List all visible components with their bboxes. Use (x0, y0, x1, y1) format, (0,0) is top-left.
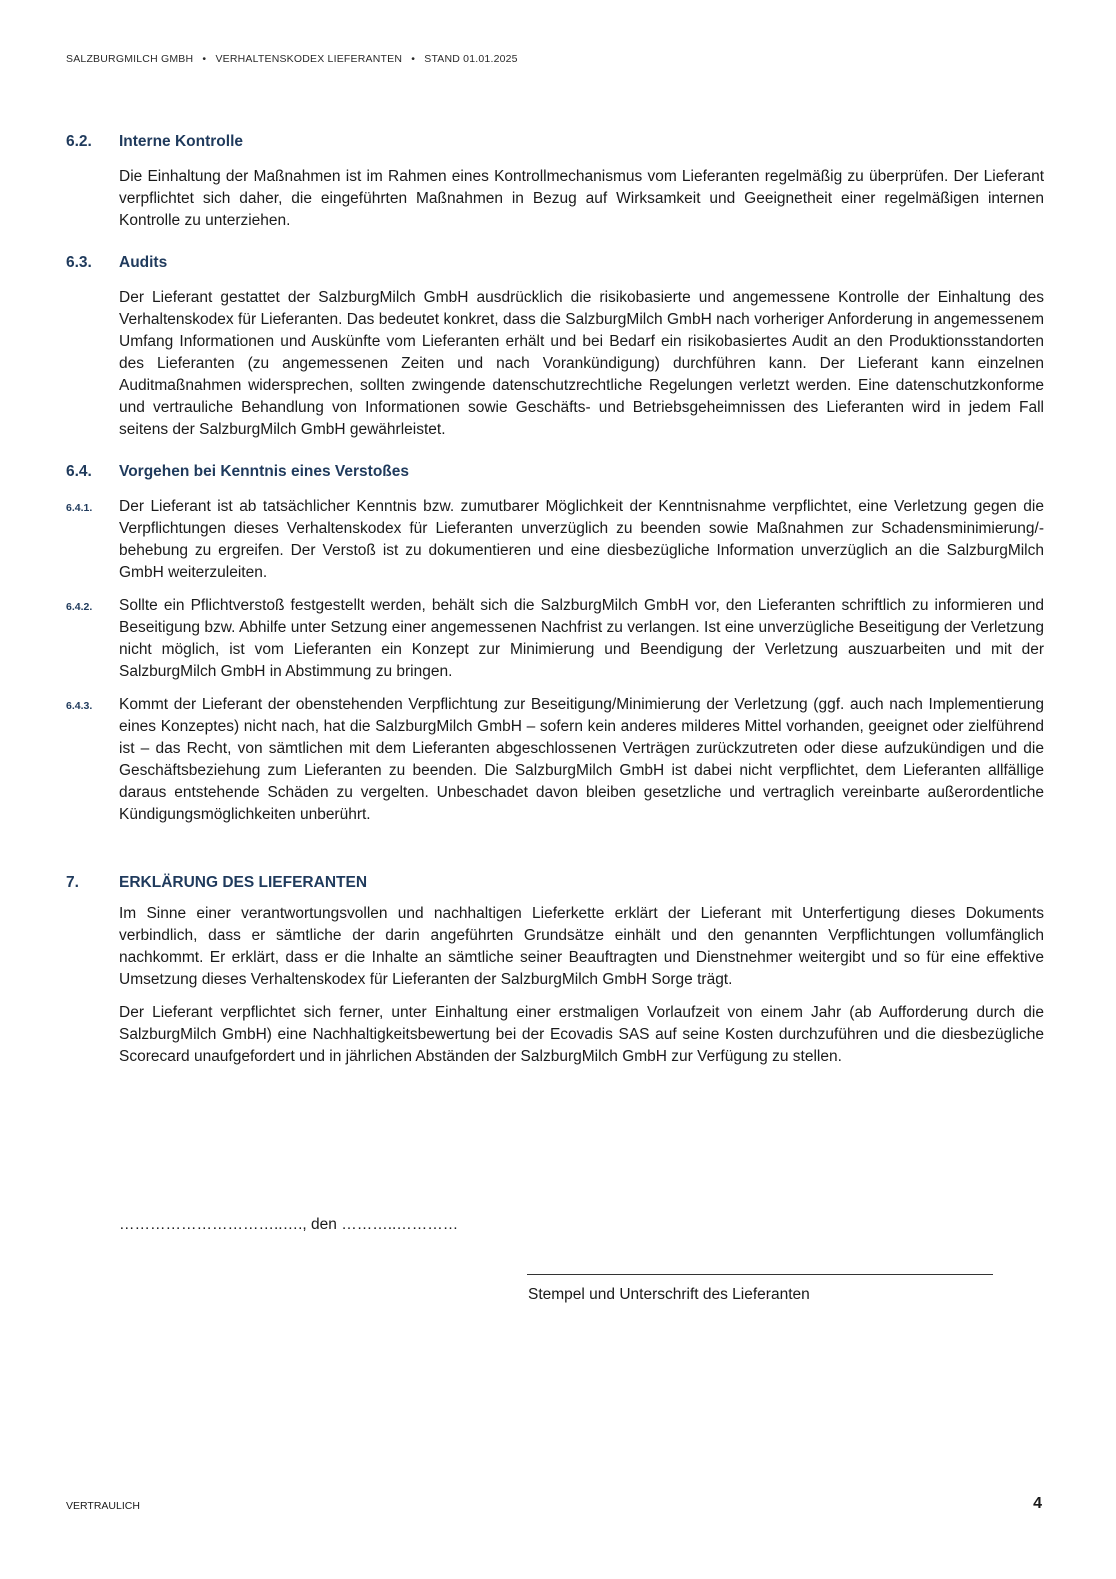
signature-line (527, 1274, 993, 1275)
subsection-text: Sollte ein Pflichtverstoß festgestellt werden, behält sich die SalzburgMilch GmbH vor, den Lieferanten schriftlich zu informieren und Beseitigung bzw. Abhilfe unter Setzung einer angemessenen Nachfrist zu verlangen. Ist eine unverzügliche Beseitigung der Verletzung nicht möglich, ist vom Lieferanten ein Konzept zur Minimierung und Beendigung der Verletzung auszuarbeiten und mit der SalzburgMilch GmbH in Abstimmung zu bringen. (119, 597, 1044, 680)
running-header (66, 53, 518, 65)
subsection-text: Der Lieferant ist ab tatsächlicher Kenntnis bzw. zumutbarer Möglichkeit der Kenntnisnahme verpflichtet, eine Verletzung gegen die Verpflichtungen dieses Verhaltenskodex für Lieferanten unverzüglich zu beenden sowie Maßnahmen zur Schadensminimierung/-behebung zu ergreifen. Der Verstoß ist zu dokumentieren und eine diesbezügliche Information unverzüglich an die SalzburgMilch GmbH weiterzuleiten. (119, 498, 1044, 581)
declaration-paragraph: Der Lieferant verpflichtet sich ferner, unter Einhaltung einer erstmaligen Vorlaufzeit von einem Jahr (ab Aufforderung durch die SalzburgMilch GmbH) eine Nachhaltigkeitsbewertung bei der Ecovadis SAS auf seine Kosten durchzuführen und die diesbezügliche Scorecard unaufgefordert und in jährlichen Abständen der SalzburgMilch GmbH zur Verfügung zu stellen. (119, 1004, 1044, 1065)
subsection-6-4-2 (66, 595, 1044, 683)
subsection-6-4-3 (66, 694, 1044, 826)
section-number: 6.2. (66, 133, 92, 150)
section-title: Interne Kontrolle (119, 133, 244, 150)
page-number: 4 (1033, 1495, 1042, 1512)
section-title: ERKLÄRUNG DES LIEFERANTEN (119, 874, 368, 891)
subsection-text: Kommt der Lieferant der obenstehenden Verpflichtung zur Beseitigung/Minimierung der Verletzung (ggf. auch nach Implementierung eines Konzeptes) nicht nach, hat die SalzburgMilch GmbH – sofern kein anderes milderes Mittel vorhanden, geeignet oder zielführend ist – das Recht, von sämtlichen mit dem Lieferanten abgeschlossenen Verträgen zurückzutreten oder diese aufzukündigen und die Geschäftsbeziehung zum Lieferanten zu beenden. Die SalzburgMilch GmbH ist dabei nicht verpflichtet, dem Lieferanten allfällige daraus entstehende Schäden zu vergelten. Unbeschadet davon bleiben gesetzliche und vertraglich vereinbarte außerordentliche Kündigungsmöglichkeiten unberührt. (119, 696, 1044, 823)
header-separator: • (411, 53, 416, 65)
section-title: Vorgehen bei Kenntnis eines Verstoßes (119, 463, 409, 480)
section-heading-6-2 (66, 131, 1044, 153)
section-heading-6-3 (66, 252, 1044, 274)
subsection-6-4-1 (66, 496, 1044, 584)
section-heading-7 (66, 872, 1044, 894)
header-status: STAND 01.01.2025 (424, 53, 518, 65)
subsection-number: 6.4.3. (66, 700, 93, 712)
subsection-number: 6.4.2. (66, 601, 93, 613)
place-date-field: …………………………..…., den ………..………… (119, 1216, 459, 1233)
subsection-number: 6.4.1. (66, 502, 93, 514)
confidentiality-label: VERTRAULICH (66, 1500, 140, 1512)
declaration-paragraph: Im Sinne einer verantwortungsvollen und nachhaltigen Lieferkette erklärt der Lieferant mit Unterfertigung dieses Dokuments verbindlich, dass er sämtliche der darin angeführten Grundsätze einhält und den genannten Verpflichtungen vollumfänglich nachkommt. Er erklärt, dass er die Inhalte an sämtliche seiner Beauftragten und Dienstnehmer weitergibt und so für eine effektive Umsetzung dieses Verhaltenskodex für Lieferanten der SalzburgMilch GmbH Sorge trägt. (119, 905, 1044, 988)
signature-label: Stempel und Unterschrift des Lieferanten (528, 1286, 810, 1303)
header-company: SALZBURGMILCH GMBH (66, 53, 194, 65)
header-document: VERHALTENSKODEX LIEFERANTEN (215, 53, 403, 65)
header-separator: • (202, 53, 207, 65)
section-title: Audits (119, 254, 168, 271)
section-number: 7. (66, 874, 79, 891)
section-paragraph: Die Einhaltung der Maßnahmen ist im Rahmen eines Kontrollmechanismus vom Lieferanten regelmäßig zu überprüfen. Der Lieferant verpflichtet sich daher, die eingeführten Maßnahmen in Bezug auf Wirksamkeit und Geeignetheit einer regelmäßigen internen Kontrolle zu unterziehen. (119, 168, 1044, 229)
section-paragraph: Der Lieferant gestattet der SalzburgMilch GmbH ausdrücklich die risikobasierte und angemessene Kontrolle der Einhaltung des Verhaltenskodex für Lieferanten. Das bedeutet konkret, dass die SalzburgMilch GmbH nach vorheriger Anforderung in angemessenem Umfang Informationen und Auskünfte vom Lieferanten erhält und bei Bedarf ein risikobasiertes Audit an den Produktionsstandorten des Lieferanten (zu angemessenen Zeiten und nach Vorankündigung) durchführen kann. Der Lieferant kann einzelnen Auditmaßnahmen widersprechen, sollten zwingende datenschutzrechtliche Regelungen verletzt werden. Eine datenschutzkonforme und vertrauliche Behandlung von Informationen sowie Geschäfts- und Betriebsgeheimnissen des Lieferanten wird in jedem Fall seitens der SalzburgMilch GmbH gewährleistet. (119, 289, 1044, 438)
section-heading-6-4 (66, 461, 1044, 483)
section-number: 6.3. (66, 254, 92, 271)
section-number: 6.4. (66, 463, 92, 480)
document-body (66, 131, 1044, 1068)
